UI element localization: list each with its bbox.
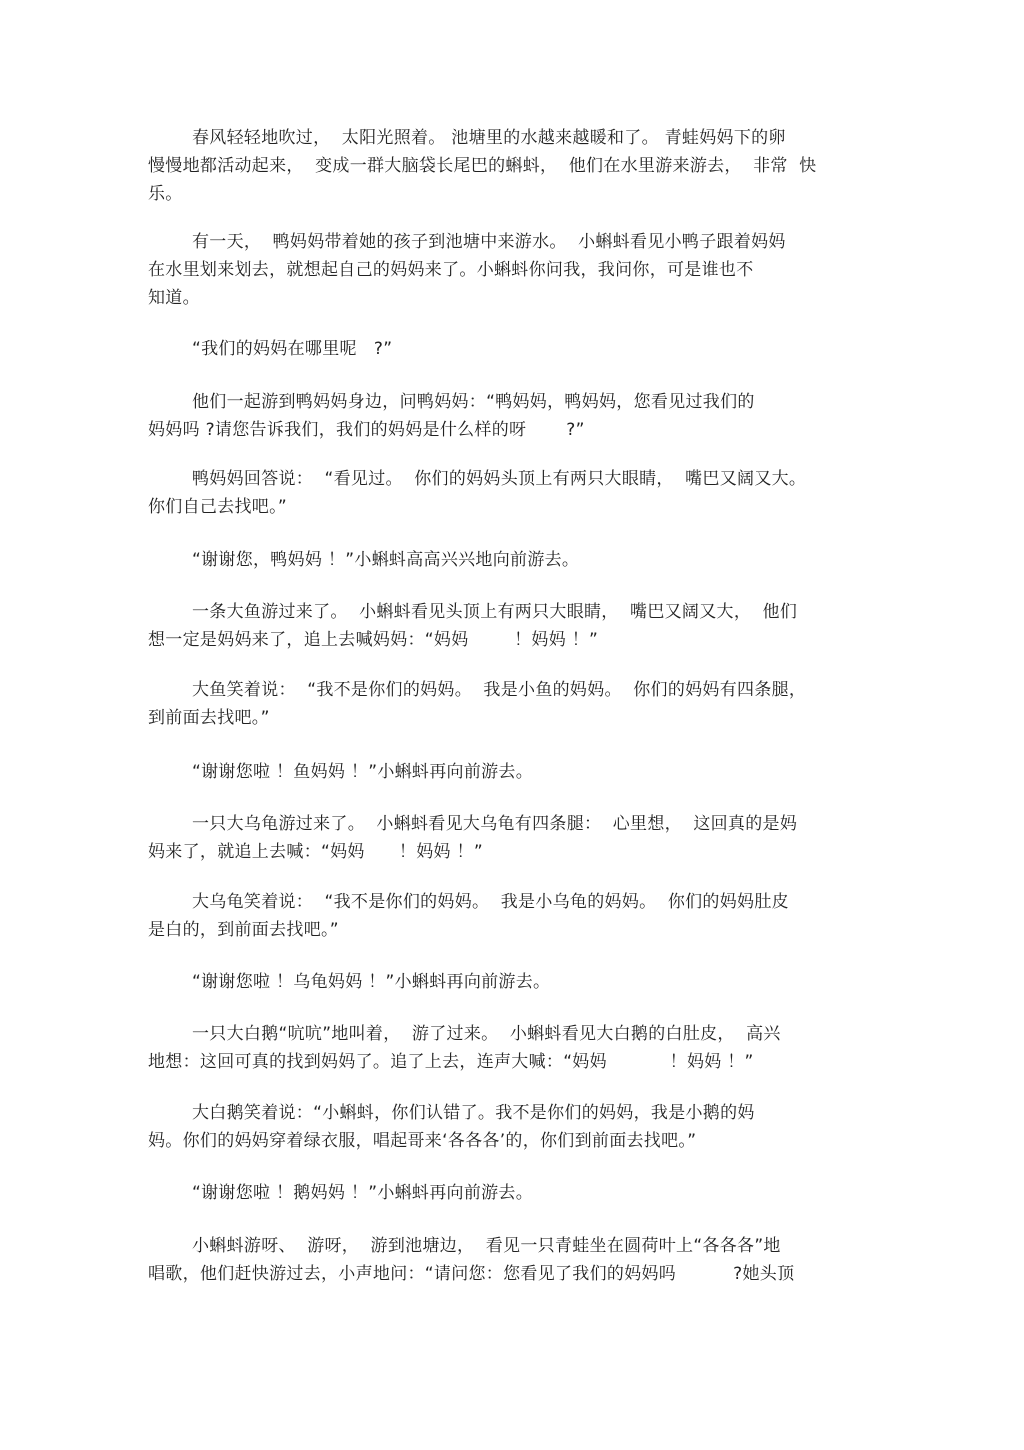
- paragraph-12: [148, 968, 868, 996]
- paragraph-line: 有一天， 鸭妈妈带着她的孩子到池塘中来游水。 小蝌蚪看见小鸭子跟着妈妈: [192, 232, 786, 252]
- paragraph-line: 一只大白鹅“吭吭”地叫着， 游了过来。 小蝌蚪看见大白鹅的白肚皮， 高兴: [192, 1024, 781, 1044]
- paragraph-line: 鸭妈妈回答说： “看见过。 你们的妈妈头顶上有两只大眼睛， 嘴巴又阔又大。: [192, 469, 807, 489]
- paragraph-line: 妈。你们的妈妈穿着绿衣服，唱起哥来‘各各各’的，你们到前面去找吧。”: [148, 1131, 697, 1151]
- paragraph-line: 一只大乌龟游过来了。 小蝌蚪看见大乌龟有四条腿： 心里想， 这回真的是妈: [192, 814, 798, 834]
- paragraph-2: [148, 228, 868, 312]
- paragraph-line: 大鱼笑着说： “我不是你们的妈妈。 我是小鱼的妈妈。 你们的妈妈有四条腿，: [192, 680, 807, 700]
- paragraph-line: 妈来了，就追上去喊：“妈妈 ！妈妈 ！”: [148, 842, 483, 862]
- paragraph-line: 唱歌，他们赶快游过去，小声地问：“请问您：您看见了我们的妈妈吗 ?她头顶: [148, 1264, 795, 1284]
- paragraph-line: 大乌龟笑着说： “我不是你们的妈妈。 我是小乌龟的妈妈。 你们的妈妈肚皮: [192, 892, 789, 912]
- paragraph-7: [148, 598, 868, 654]
- paragraph-line: 想一定是妈妈来了，追上去喊妈妈：“妈妈 ！妈妈 ！”: [148, 630, 599, 650]
- paragraph-line: “谢谢您啦 ！鱼妈妈 ！”小蝌蚪再向前游去。: [192, 762, 534, 782]
- paragraph-line: 在水里划来划去，就想起自己的妈妈来了。小蝌蚪你问我，我问你，可是谁也不: [148, 260, 754, 280]
- paragraph-line: 春风轻轻地吹过， 太阳光照着。 池塘里的水越来越暖和了。 青蛙妈妈下的卵: [192, 128, 786, 148]
- paragraph-line: 你们自己去找吧。”: [148, 497, 288, 517]
- paragraph-line: 一条大鱼游过来了。 小蝌蚪看见头顶上有两只大眼睛， 嘴巴又阔又大， 他们: [192, 602, 798, 622]
- paragraph-15: [148, 1179, 868, 1207]
- paragraph-line: 慢慢地都活动起来， 变成一群大脑袋长尾巴的蝌蚪， 他们在水里游来游去， 非常 快: [148, 156, 817, 176]
- paragraph-6: [148, 546, 868, 574]
- paragraph-3: [148, 335, 868, 363]
- paragraph-1: [148, 124, 868, 208]
- paragraph-line: 地想：这回可真的找到妈妈了。追了上去，连声大喊：“妈妈 ！妈妈 ！”: [148, 1052, 754, 1072]
- paragraph-line: 知道。: [148, 288, 200, 308]
- paragraph-line: 乐。: [148, 184, 183, 204]
- paragraph-10: [148, 810, 868, 866]
- paragraph-14: [148, 1099, 868, 1155]
- paragraph-line: 到前面去找吧。”: [148, 708, 270, 728]
- paragraph-16: [148, 1232, 868, 1288]
- paragraph-9: [148, 758, 868, 786]
- paragraph-line: “谢谢您啦 ！乌龟妈妈 ！”小蝌蚪再向前游去。: [192, 972, 551, 992]
- paragraph-13: [148, 1020, 868, 1076]
- paragraph-line: “谢谢您啦 ！鹅妈妈 ！”小蝌蚪再向前游去。: [192, 1183, 534, 1203]
- paragraph-line: 大白鹅笑着说：“小蝌蚪，你们认错了。我不是你们的妈妈，我是小鹅的妈: [192, 1103, 755, 1123]
- paragraph-4: [148, 388, 868, 444]
- paragraph-11: [148, 888, 868, 944]
- paragraph-line: “我们的妈妈在哪里呢 ?”: [192, 339, 393, 359]
- paragraph-8: [148, 676, 868, 732]
- paragraph-5: [148, 465, 868, 521]
- paragraph-line: 小蝌蚪游呀、 游呀， 游到池塘边， 看见一只青蛙坐在圆荷叶上“各各各”地: [192, 1236, 781, 1256]
- paragraph-line: “谢谢您，鸭妈妈 ！”小蝌蚪高高兴兴地向前游去。: [192, 550, 580, 570]
- paragraph-line: 是白的，到前面去找吧。”: [148, 920, 339, 940]
- paragraph-line: 他们一起游到鸭妈妈身边，问鸭妈妈：“鸭妈妈，鸭妈妈，您看见过我们的: [192, 392, 755, 412]
- paragraph-line: 妈妈吗 ?请您告诉我们，我们的妈妈是什么样的呀 ?”: [148, 420, 585, 440]
